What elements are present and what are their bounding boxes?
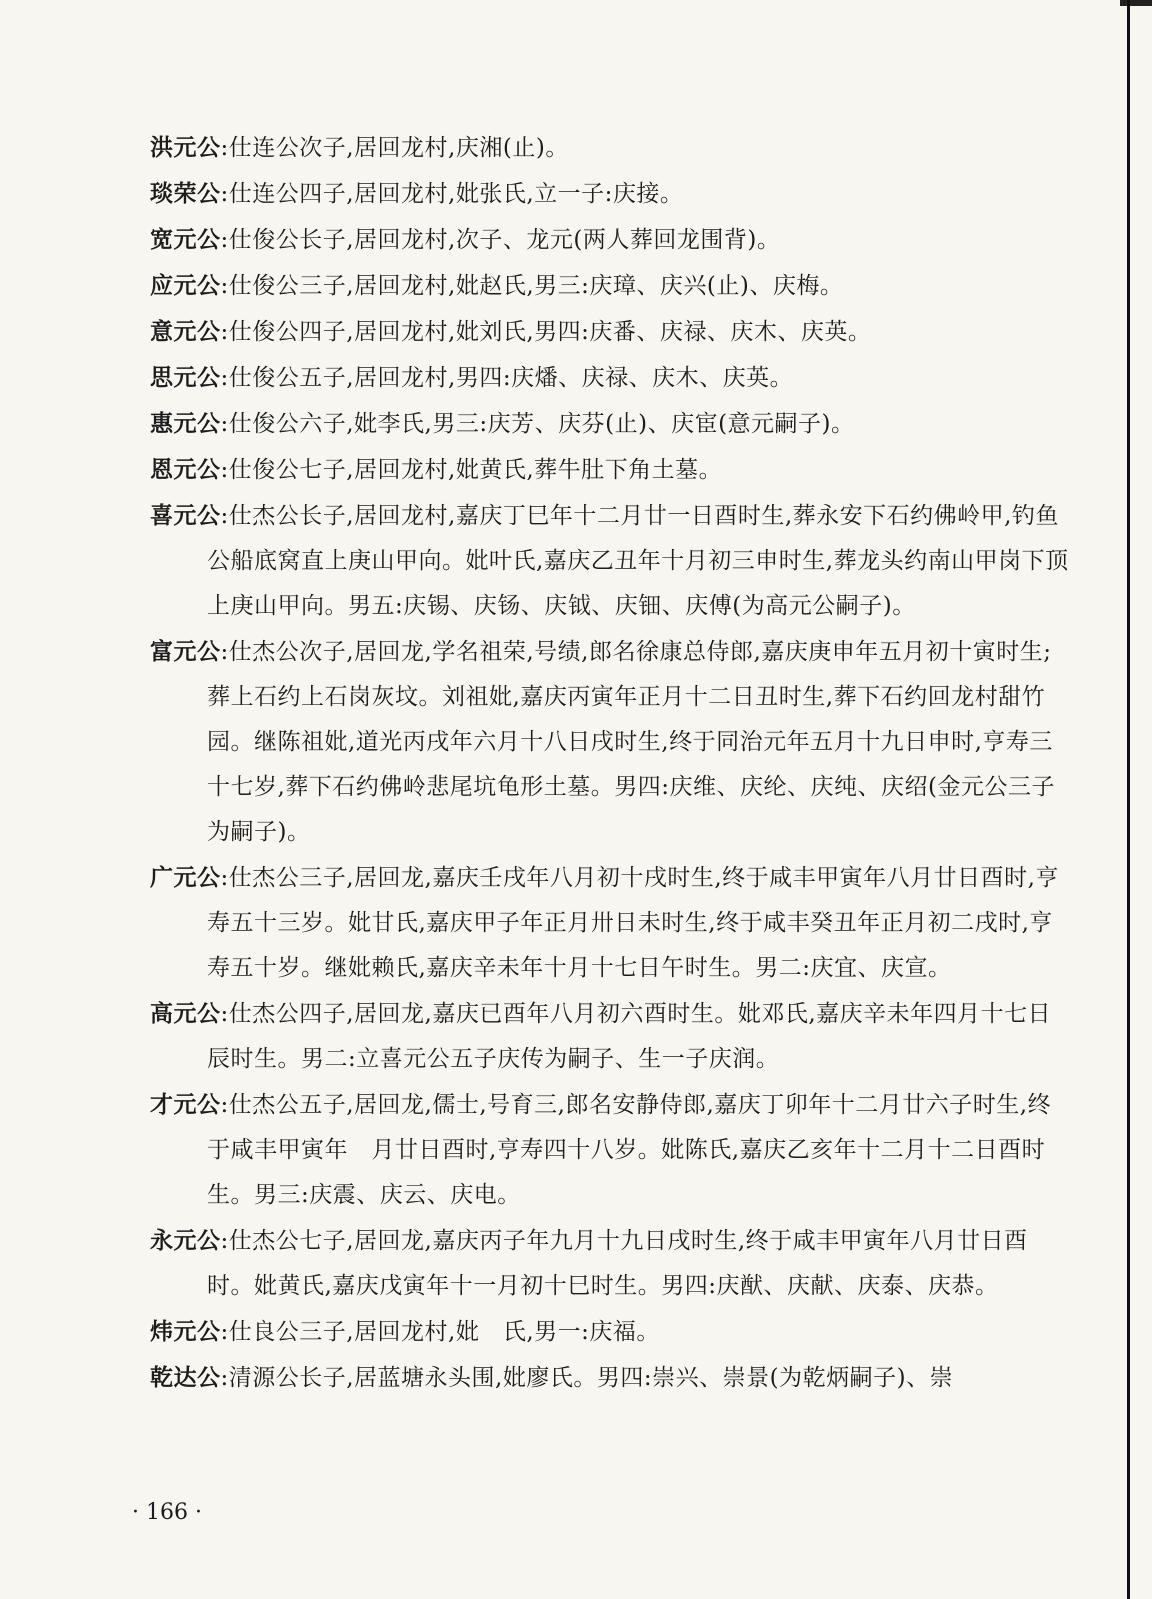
entry [150,991,1070,1082]
entry-text: :仕杰公长子,居回龙村,嘉庆丁巳年十二月廿一日酉时生,葬永安下石约佛岭甲,钓鱼公船底窝直上庚山甲向。妣叶氏,嘉庆乙丑年十月初三申时生,葬龙头约南山甲岗下顶上庚山甲向。男五:庆锡、庆钖、庆钺、庆钿、庆傅(为高元公嗣子)。 [207,503,1069,619]
entry [150,355,1070,401]
entry [150,1218,1070,1309]
scan-edge-top [1120,0,1152,6]
entry-text: :仕俊公五子,居回龙村,男四:庆燔、庆禄、庆木、庆英。 [220,365,794,391]
entry-name: 才元公 [150,1091,221,1118]
entry-name: 乾达公 [150,1364,221,1391]
entry-text: :仕杰公七子,居回龙,嘉庆丙子年九月十九日戌时生,终于咸丰甲寅年八月廿日酉时。妣黄氏,嘉庆戊寅年十一月初十巳时生。男四:庆猷、庆献、庆泰、庆恭。 [207,1228,1028,1299]
entry-name: 琰荣公 [150,180,221,207]
entry [150,309,1070,355]
entry-text: :仕俊公六子,妣李氏,男三:庆芳、庆芬(止)、庆宦(意元嗣子)。 [220,411,855,437]
entry-text: :仕连公四子,居回龙村,妣张氏,立一子:庆接。 [220,181,684,207]
entry-name: 广元公 [150,864,221,891]
entry-name: 洪元公 [150,134,221,161]
entry-text: :仕杰公四子,居回龙,嘉庆已酉年八月初六酉时生。妣邓氏,嘉庆辛未年四月十七日辰时生。男二:立喜元公五子庆传为嗣子、生一子庆润。 [207,1001,1052,1072]
entry [150,171,1070,217]
entry-text: :仕俊公七子,居回龙村,妣黄氏,葬牛肚下角土墓。 [220,457,723,483]
entry-name: 恩元公 [150,456,221,483]
entry-name: 意元公 [150,318,221,345]
entry [150,855,1070,991]
entry-text: :仕连公次子,居回龙村,庆湘(止)。 [220,135,569,161]
entry-name: 宽元公 [150,226,221,253]
entry [150,125,1070,171]
entry-name: 惠元公 [150,410,221,437]
entry [150,263,1070,309]
entry-text: :仕杰公五子,居回龙,儒士,号育三,郎名安静侍郎,嘉庆丁卯年十二月廿六子时生,终于咸丰甲寅年 月廿日酉时,亨寿四十八岁。妣陈氏,嘉庆乙亥年十二月十二日酉时生。男三:庆震、庆云、庆电。 [207,1092,1052,1208]
entry [150,1355,1070,1401]
genealogy-text [150,125,1070,1401]
entry-text: :仕俊公四子,居回龙村,妣刘氏,男四:庆番、庆禄、庆木、庆英。 [220,319,872,345]
entry-name: 应元公 [150,272,221,299]
entry [150,1309,1070,1355]
page-number: · 166 · [132,1500,202,1525]
entry [150,629,1070,855]
entry-text: :清源公长子,居蓝塘永头围,妣廖氏。男四:崇兴、崇景(为乾炳嗣子)、崇 [220,1365,954,1391]
entry-text: :仕俊公长子,居回龙村,次子、龙元(两人葬回龙围背)。 [220,227,781,253]
scan-edge-right [1127,0,1130,1599]
entry [150,1082,1070,1218]
entry [150,217,1070,263]
entry [150,401,1070,447]
entry-text: :仕杰公次子,居回龙,学名祖荣,号绩,郎名徐康总侍郎,嘉庆庚申年五月初十寅时生;葬上石约上石岗灰坟。刘祖妣,嘉庆丙寅年正月十二日丑时生,葬下石约回龙村甜竹园。继陈祖妣,道光丙戌年六月十八日戌时生,终于同治元年五月十九日申时,亨寿三十七岁,葬下石约佛岭悲尾坑龟形土墓。男四:庆维、庆纶、庆纯、庆绍(金元公三子为嗣子)。 [207,639,1056,845]
entry [150,493,1070,629]
entry-name: 思元公 [150,364,221,391]
entry-text: :仕良公三子,居回龙村,妣 氏,男一:庆福。 [220,1319,660,1345]
entry-text: :仕俊公三子,居回龙村,妣赵氏,男三:庆璋、庆兴(止)、庆梅。 [220,273,844,299]
entry-name: 喜元公 [150,502,221,529]
entry-name: 富元公 [150,638,221,665]
entry-name: 炜元公 [150,1318,221,1345]
entry-name: 永元公 [150,1227,221,1254]
entry-name: 高元公 [150,1000,221,1027]
entry [150,447,1070,493]
entry-text: :仕杰公三子,居回龙,嘉庆壬戌年八月初十戌时生,终于咸丰甲寅年八月廿日酉时,亨寿五十三岁。妣甘氏,嘉庆甲子年正月卅日未时生,终于咸丰癸丑年正月初二戌时,亨寿五十岁。继妣赖氏,嘉庆辛未年十月十七日午时生。男二:庆宜、庆宣。 [207,865,1059,981]
